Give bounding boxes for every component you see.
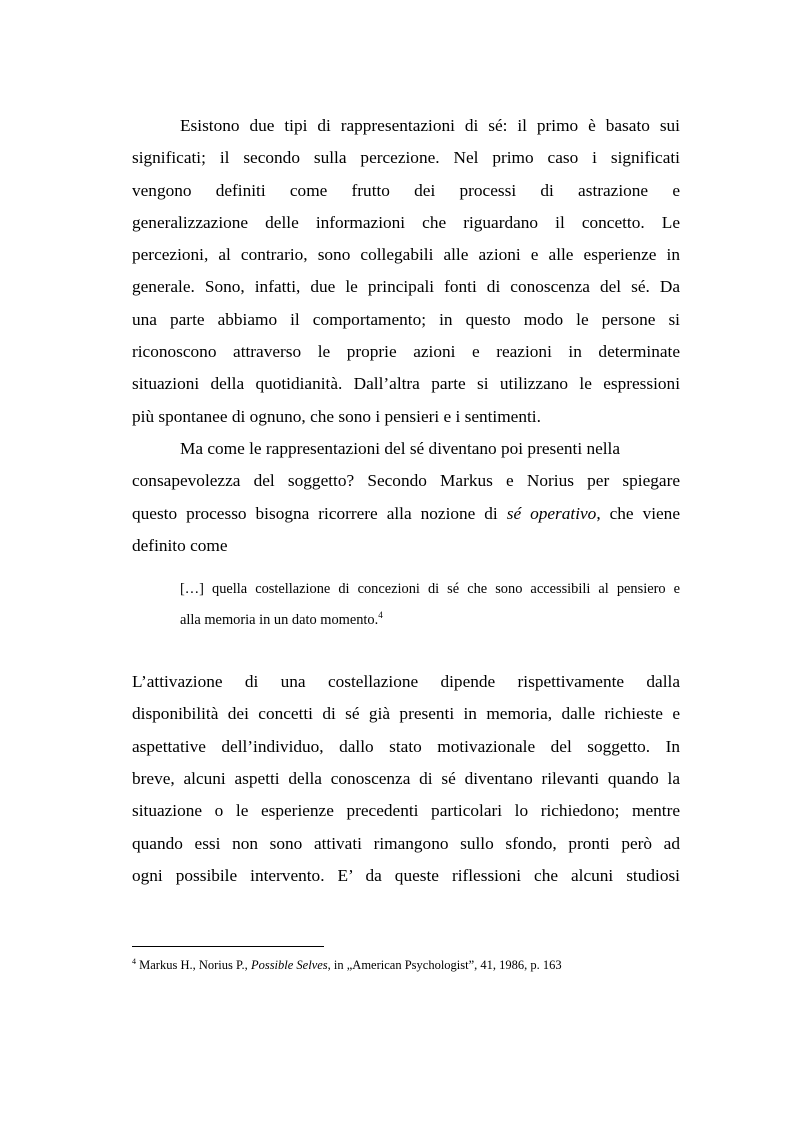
paragraph-line: Ma come le rappresentazioni del sé diventano poi presenti nella <box>180 438 621 458</box>
paragraph-line: significati; il secondo sulla percezione. Nel primo caso i significati <box>132 148 680 168</box>
paragraph-1 <box>132 110 680 433</box>
paragraph-line: generale. Sono, infatti, due le principali fonti di conoscenza del sé. Da <box>132 277 680 297</box>
paragraph-line: consapevolezza del soggetto? Secondo Markus e Norius per spiegare <box>132 471 680 491</box>
footnote <box>132 957 562 973</box>
paragraph-line: ogni possibile intervento. E’ da queste riflessioni che alcuni studiosi <box>132 865 680 885</box>
text-run: Markus H., Norius P., <box>136 958 251 972</box>
paragraph-line: breve, alcuni aspetti della conoscenza di sé diventano rilevanti quando la <box>132 769 680 789</box>
text-run: , in „American Psychologist”, 41, 1986, p. 163 <box>327 958 562 972</box>
paragraph-line: disponibilità dei concetti di sé già presenti in memoria, dalle richieste e <box>132 704 680 724</box>
paragraph-line: Esistono due tipi di rappresentazioni di sé: il primo è basato sui <box>180 116 680 135</box>
italic-title: Possible Selves <box>250 958 328 972</box>
paragraph-line <box>132 498 680 530</box>
paragraph-line: aspettative dell’individuo, dallo stato motivazionale del soggetto. In <box>132 736 680 756</box>
footnote-reference: 4 <box>378 610 383 621</box>
paragraph-line: più spontanee di ognuno, che sono i pensieri e i sentimenti. <box>132 406 541 426</box>
paragraph-line: vengono definiti come frutto dei processi di astrazione e <box>132 180 680 200</box>
block-quote <box>180 574 680 636</box>
paragraph-line: L’attivazione di una costellazione dipende rispettivamente dalla <box>132 672 680 692</box>
paragraph-line: percezioni, al contrario, sono collegabili alle azioni e alle esperienze in <box>132 245 680 265</box>
paragraph-line: generalizzazione delle informazioni che riguardano il concetto. Le <box>132 212 680 232</box>
paragraph-3 <box>132 666 680 892</box>
quote-line <box>180 605 680 636</box>
paragraph-line: una parte abbiamo il comportamento; in questo modo le persone si <box>132 309 680 329</box>
paragraph-line: riconoscono attraverso le proprie azioni e reazioni in determinate <box>132 342 680 362</box>
paragraph-2 <box>132 433 680 562</box>
footnote-separator <box>132 946 324 947</box>
spacer <box>132 636 680 666</box>
paragraph-line: definito come <box>132 535 228 555</box>
quote-line: […] quella costellazione di concezioni di sé che sono accessibili al pensiero e <box>180 581 680 598</box>
paragraph-line: quando essi non sono attivati rimangono sullo sfondo, pronti però ad <box>132 833 680 853</box>
text-run: , che viene <box>596 503 680 523</box>
italic-term: sé operativo <box>506 503 597 523</box>
text-run: questo processo bisogna ricorrere alla nozione di <box>132 503 507 523</box>
paragraph-line: situazioni della quotidianità. Dall’altra parte si utilizzano le espressioni <box>132 374 680 394</box>
paragraph-line: situazione o le esperienze precedenti particolari lo richiedono; mentre <box>132 801 680 821</box>
text-run: alla memoria in un dato momento. <box>180 612 379 629</box>
footnote-number: 4 <box>132 957 136 966</box>
page-body <box>132 110 680 892</box>
